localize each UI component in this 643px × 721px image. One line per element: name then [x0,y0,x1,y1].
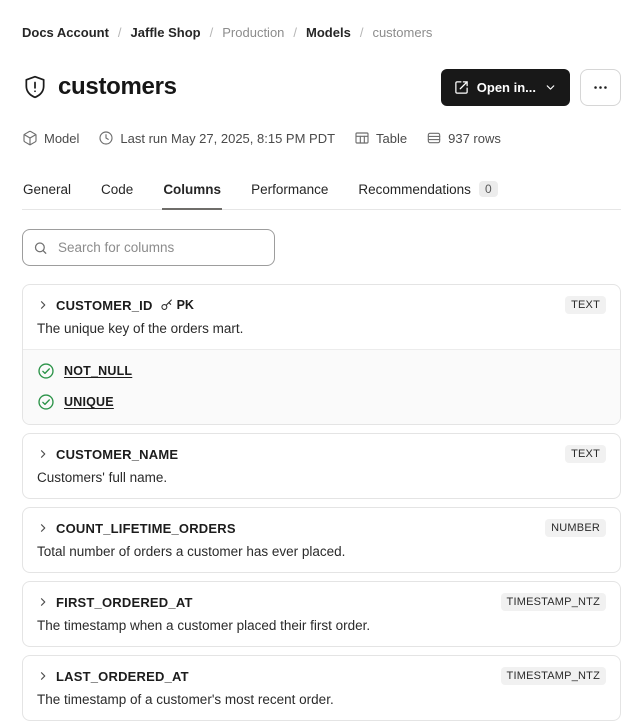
open-in-button[interactable] [441,69,570,106]
column-card [22,507,621,573]
column-type-badge: TIMESTAMP_NTZ [501,667,606,685]
breadcrumb-separator: / [209,25,214,40]
tab-bar [22,181,621,210]
meta-row [22,130,621,146]
meta-label: Model [44,130,80,146]
search-wrap [22,229,275,266]
column-description: The timestamp of a customer's most recent order. [37,692,334,708]
column-description: The unique key of the orders mart. [37,321,244,337]
column-name: CUSTOMER_ID [56,297,153,313]
column-type-badge: NUMBER [545,519,606,537]
ellipsis-icon [592,79,609,96]
column-tests [23,349,620,424]
column-card [22,581,621,647]
column-type-badge: TEXT [565,445,606,463]
tab-code[interactable] [100,181,134,210]
title-wrap [22,57,441,117]
column-name: LAST_ORDERED_AT [56,668,189,684]
tab-label: Recommendations [358,181,471,197]
column-name: CUSTOMER_NAME [56,446,179,462]
cube-icon [22,130,38,146]
meta-label: Table [376,130,408,146]
header-actions [441,69,621,106]
meta-item [426,130,501,146]
column-description: Total number of orders a customer has ever placed. [37,544,346,560]
chevron-right-icon[interactable] [37,299,49,311]
pk-label: PK [176,298,194,313]
tab-columns[interactable] [162,181,222,210]
column-type-badge: TIMESTAMP_NTZ [501,593,606,611]
column-name: FIRST_ORDERED_AT [56,594,193,610]
table-icon [354,130,370,146]
meta-label: 937 rows [448,130,501,146]
column-name: COUNT_LIFETIME_ORDERS [56,520,236,536]
meta-label: Last run May 27, 2025, 8:15 PM PDT [120,130,336,146]
column-type-badge: TEXT [565,296,606,314]
tab-label: Code [101,181,134,197]
column-card [22,433,621,499]
check-circle-icon [37,362,55,380]
chevron-right-icon[interactable] [37,448,49,460]
more-options-button[interactable] [580,69,621,106]
check-circle-icon [37,393,55,411]
key-icon [160,298,174,312]
tab-performance[interactable] [250,181,329,210]
tab-general[interactable] [22,181,72,210]
columns-list [22,284,621,721]
breadcrumb-item-customers: customers [372,25,433,40]
tab-recommendations[interactable] [357,181,498,210]
open-in-label: Open in... [476,79,536,95]
search-input[interactable] [22,229,275,266]
chevron-right-icon[interactable] [37,596,49,608]
test-row [37,393,606,411]
tab-count-badge: 0 [479,181,498,197]
primary-key-indicator [160,298,194,312]
chevron-down-icon [544,81,557,94]
shield-alert-icon [22,74,48,100]
external-link-icon [454,80,469,95]
breadcrumb-item-models[interactable]: Models [306,25,351,40]
chevron-right-icon[interactable] [37,670,49,682]
test-row [37,362,606,380]
database-icon [426,130,442,146]
clock-icon [98,130,114,146]
page-title: customers [58,73,177,101]
breadcrumb [22,25,621,41]
breadcrumb-item-production: Production [222,25,285,40]
breadcrumb-separator: / [359,25,364,40]
search-icon [33,240,48,255]
breadcrumb-item-jaffle-shop[interactable]: Jaffle Shop [130,25,201,40]
column-card [22,284,621,425]
chevron-right-icon[interactable] [37,522,49,534]
page-header [22,57,621,117]
tab-label: Columns [163,181,222,197]
test-link[interactable]: UNIQUE [64,395,114,410]
breadcrumb-separator: / [293,25,298,40]
tab-label: Performance [251,181,329,197]
meta-item [98,130,335,146]
column-description: The timestamp when a customer placed their first order. [37,618,371,634]
column-description: Customers' full name. [37,470,168,486]
meta-item [22,130,79,146]
meta-item [354,130,407,146]
column-card [22,655,621,721]
test-link[interactable]: NOT_NULL [64,364,133,379]
breadcrumb-item-docs-account[interactable]: Docs Account [22,25,109,40]
breadcrumb-separator: / [117,25,122,40]
tab-label: General [23,181,72,197]
